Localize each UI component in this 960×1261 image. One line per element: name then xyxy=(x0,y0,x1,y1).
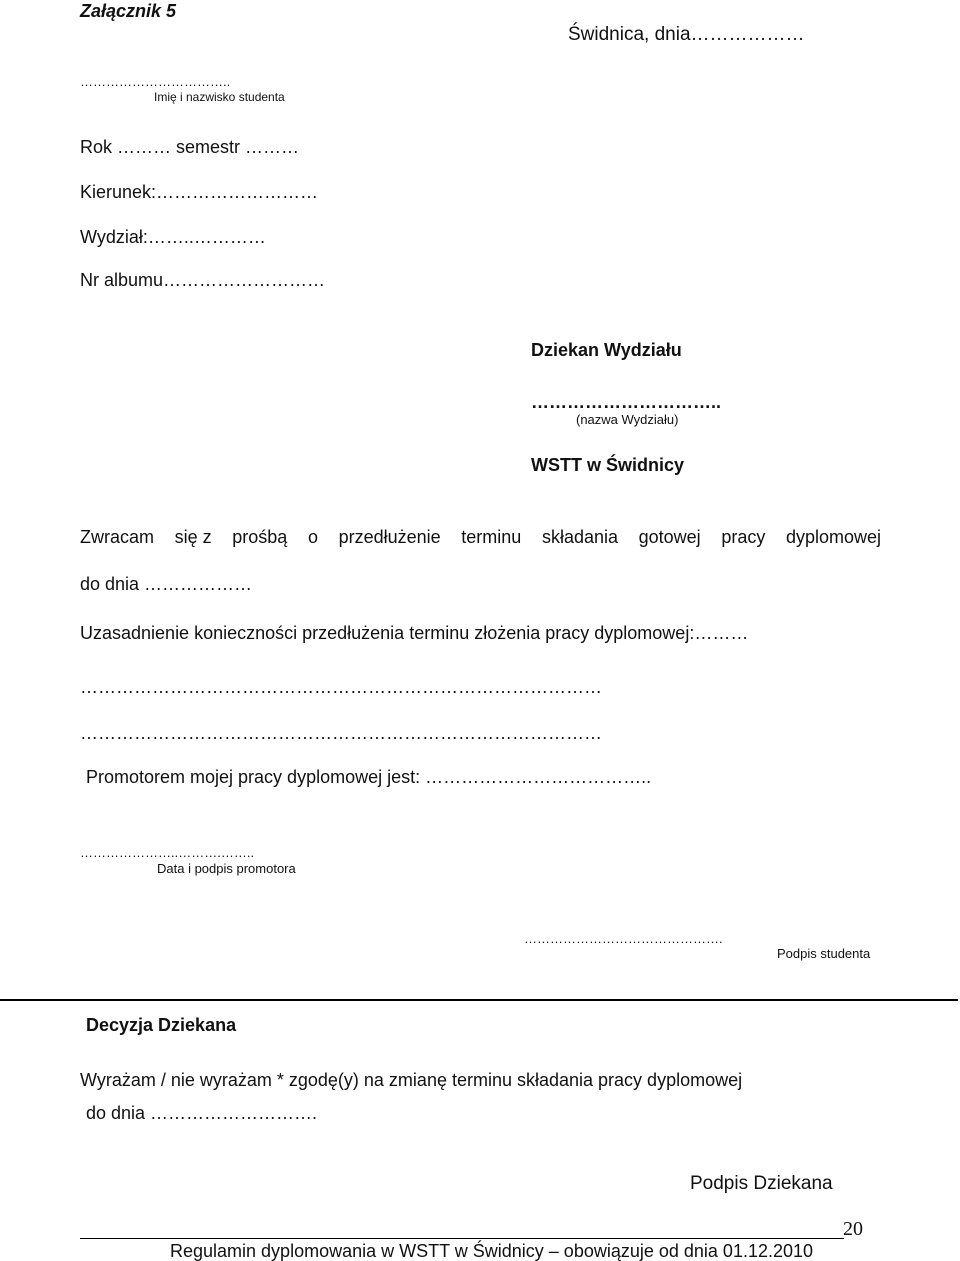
student-signature-caption: Podpis studenta xyxy=(777,946,871,961)
page-number: 20 xyxy=(843,1218,863,1240)
promoter-field[interactable]: Promotorem mojej pracy dyplomowej jest: ……………………………….. xyxy=(86,767,652,787)
student-name-dots[interactable]: …………………………….. xyxy=(80,74,231,89)
request-word: Zwracam xyxy=(80,527,155,547)
faculty-name-caption: (nazwa Wydziału) xyxy=(576,412,679,427)
footer-text: Regulamin dyplomowania w WSTT w Świdnicy – obowiązuje od dnia 01.12.2010 xyxy=(170,1241,814,1261)
justification-dots-1[interactable]: …………………………………………………………………………… xyxy=(80,677,602,697)
dean-title: Dziekan Wydziału xyxy=(531,340,682,360)
footer-rule xyxy=(80,1238,844,1239)
year-semester-field[interactable]: Rok ……… semestr ……… xyxy=(80,137,300,157)
student-signature-dots[interactable]: ………………………………………. xyxy=(524,931,723,946)
request-line-1 xyxy=(80,528,881,546)
album-number-field[interactable]: Nr albumu……………………… xyxy=(80,270,326,290)
promoter-signature-dots[interactable]: …………………..……….…….. xyxy=(80,845,255,860)
promoter-signature-caption: Data i podpis promotora xyxy=(157,861,296,876)
request-word: pracy xyxy=(721,527,766,547)
request-word: składania xyxy=(541,527,619,547)
request-word: przedłużenie xyxy=(338,527,441,547)
decision-heading: Decyzja Dziekana xyxy=(86,1015,237,1035)
request-word: o xyxy=(307,527,318,547)
decision-date-field[interactable]: do dnia ………………………. xyxy=(86,1103,318,1123)
attachment-label: Załącznik 5 xyxy=(80,1,177,21)
place-date-field[interactable]: Świdnica, dnia……………… xyxy=(568,24,805,45)
dean-signature-label: Podpis Dziekana xyxy=(690,1173,833,1194)
school-name: WSTT w Świdnicy xyxy=(531,455,685,475)
decision-text: Wyrażam / nie wyrażam * zgodę(y) na zmianę terminu składania pracy dyplomowej xyxy=(80,1070,743,1090)
section-divider xyxy=(0,999,958,1001)
request-word: się z xyxy=(174,527,212,547)
extension-date-field[interactable]: do dnia ……………… xyxy=(80,574,253,594)
justification-label[interactable]: Uzasadnienie konieczności przedłużenia terminu złożenia pracy dyplomowej:……… xyxy=(80,623,749,643)
faculty-field[interactable]: Wydział:……..………… xyxy=(80,227,266,247)
request-word: terminu xyxy=(461,527,522,547)
request-word: dyplomowej xyxy=(785,527,881,547)
request-word: prośbą xyxy=(232,527,288,547)
student-name-caption: Imię i nazwisko studenta xyxy=(154,90,285,104)
faculty-name-dots[interactable]: ………………………….. xyxy=(531,392,722,412)
justification-dots-2[interactable]: …………………………………………………………………………… xyxy=(80,723,602,743)
field-of-study-field[interactable]: Kierunek:……………………… xyxy=(80,182,319,202)
request-word: gotowej xyxy=(638,527,701,547)
